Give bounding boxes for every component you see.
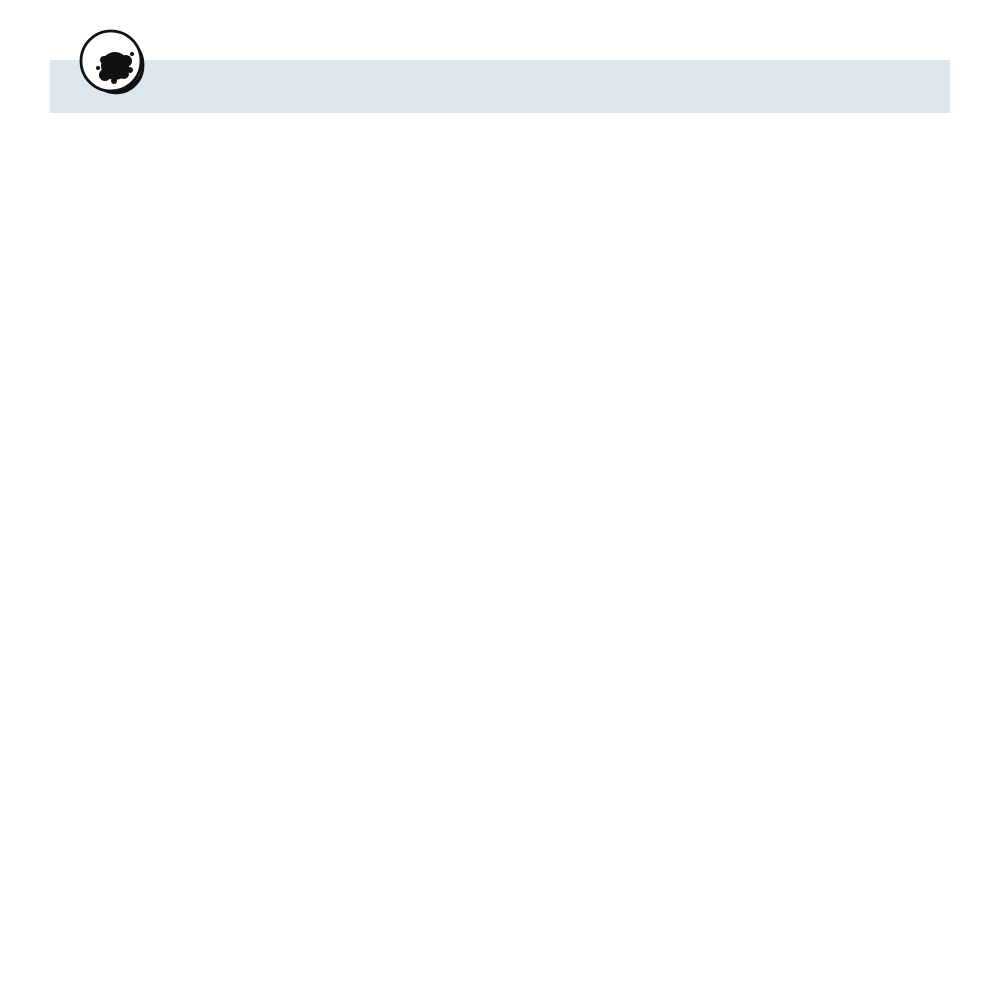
compound-chart-page xyxy=(0,0,1000,113)
legend xyxy=(50,60,950,113)
offroad-icon xyxy=(78,28,144,94)
